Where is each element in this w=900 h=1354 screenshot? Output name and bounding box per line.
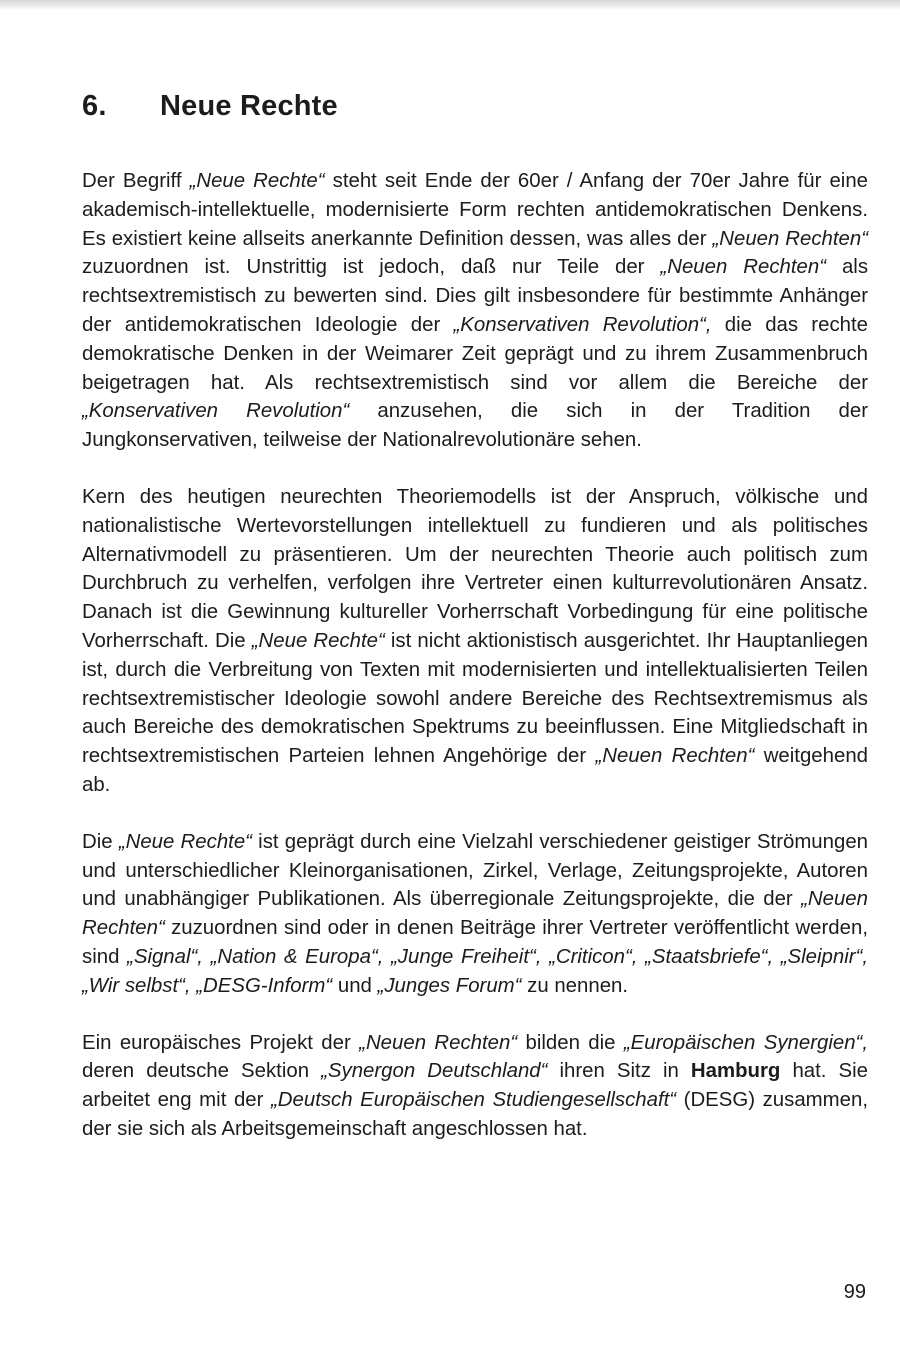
text-run: die das rechte demokratische Denken in der Weimarer Zeit geprägt und zu ihrem Zusammenbruch beigetragen hat. Als rechtsextremistisch sind vor allem die Bereiche der <box>82 313 868 394</box>
text-run: ihren Sitz in <box>547 1060 691 1083</box>
italic-run: „Neue Rechte“ <box>189 170 325 192</box>
text-run: ist nicht aktionistisch ausgerichtet. Ihr Hauptanliegen ist, durch die Verbreitung von Texten mit modernisierten und intellektualisierten Teilen rechtsextremistischer Ideologie sowohl andere Bereiche des Rechtsextremismus als auch Bereiche des demokratischen Spektrums zu beeinflussen. Eine Mitgliedschaft in rechtsextremistischen Parteien lehnen Angehörige der <box>82 629 868 768</box>
italic-run: „Neue Rechte“ <box>251 629 385 652</box>
italic-run: „Junges Forum“ <box>377 974 522 997</box>
text-run: ist geprägt durch eine Vielzahl verschiedener geistiger Strömungen und unterschiedlicher Kleinorganisationen, Zirkel, Verlage, Zeitungsprojekte, Autoren und unabhängiger Publikationen. Als überregionale Zeitungsprojekte, die der <box>82 830 869 911</box>
italic-run: „Neuen Rechten“ <box>595 745 755 768</box>
italic-run: „Neuen Rechten“ <box>82 888 868 940</box>
italic-run: „Signal“, „Nation & Europa“, „Junge Freiheit“, „Criticon“, „Staatsbriefe“, „Sleipnir“, „Wir selbst“, „DESG-Inform“ <box>82 945 868 997</box>
text-run: zuzuordnen ist. Unstrittig ist jedoch, daß nur Teile der <box>82 256 661 279</box>
text-run: Ein europäisches Projekt der <box>82 1031 360 1054</box>
italic-run: „Konservativen Revolution“, <box>453 313 712 336</box>
text-run: Die <box>82 830 119 853</box>
body-text <box>82 167 868 1144</box>
scan-edge <box>0 0 900 10</box>
paragraph <box>82 483 868 800</box>
section-title: Neue Rechte <box>160 90 338 122</box>
text-run: zuzuordnen sind oder in denen Beiträge ihrer Vertreter veröffentlicht werden, sind <box>82 917 868 968</box>
text-run: anzusehen, die sich in der Tradition der Jungkonservativen, teilweise der Nationalrevolutionäre sehen. <box>82 400 868 452</box>
text-run: zu nennen. <box>521 974 629 997</box>
paragraph <box>82 828 868 1001</box>
text-run: als rechtsextremistisch zu bewerten sind. Dies gilt insbesondere für bestimmte Anhänger der antidemokratischen Ideologie der <box>82 256 869 336</box>
italic-run: „Neue Rechte“ <box>118 830 252 853</box>
italic-run: „Synergon Deutschland“ <box>321 1060 548 1083</box>
section-heading <box>82 90 868 123</box>
italic-run: „Europäischen Synergien“, <box>623 1031 868 1054</box>
text-run: steht seit Ende der 60er / Anfang der 70er Jahre für eine akademisch-intellektuelle, modernisierte Form rechten antidemokratischen Denkens. Es existiert keine allseits anerkannte Definition dessen, was alles der <box>82 170 868 250</box>
text-run: (DESG) zusammen, der sie sich als Arbeitsgemeinschaft angeschlossen hat. <box>82 1089 868 1140</box>
bold-run: Hamburg <box>690 1060 781 1083</box>
text-run: Der Begriff <box>82 170 190 192</box>
italic-run: „Neuen Rechten“ <box>359 1031 518 1054</box>
section-number: 6. <box>82 90 107 122</box>
text-run: deren deutsche Sektion <box>82 1060 322 1083</box>
text-run: und <box>332 974 378 997</box>
italic-run: „Neuen Rechten“ <box>712 227 869 250</box>
text-run: bilden die <box>517 1031 624 1054</box>
document-page <box>82 90 868 1172</box>
paragraph <box>82 1029 868 1144</box>
page-number: 99 <box>843 1281 866 1303</box>
italic-run: „Neuen Rechten“ <box>660 256 826 279</box>
text-run: weitgehend ab. <box>82 745 869 796</box>
text-run: Kern des heutigen neurechten Theoriemodells ist der Anspruch, völkische und nationalistische Wertevorstellungen intellektuell zu fundieren und als politisches Alternativmodell zu präsentieren. Um der neurechten Theorie auch politisch zum Durchbruch zu verhelfen, verfolgen ihre Vertreter einen kulturrevolutionären Ansatz. Danach ist die Gewinnung kultureller Vorherrschaft Vorbedingung für eine politische Vorherrschaft. Die <box>82 485 868 652</box>
paragraph <box>82 167 868 455</box>
text-run: hat. Sie arbeitet eng mit der <box>82 1060 869 1112</box>
italic-run: „Deutsch Europäischen Studiengesellschaft“ <box>271 1089 677 1112</box>
italic-run: „Konservativen Revolution“ <box>82 400 350 423</box>
